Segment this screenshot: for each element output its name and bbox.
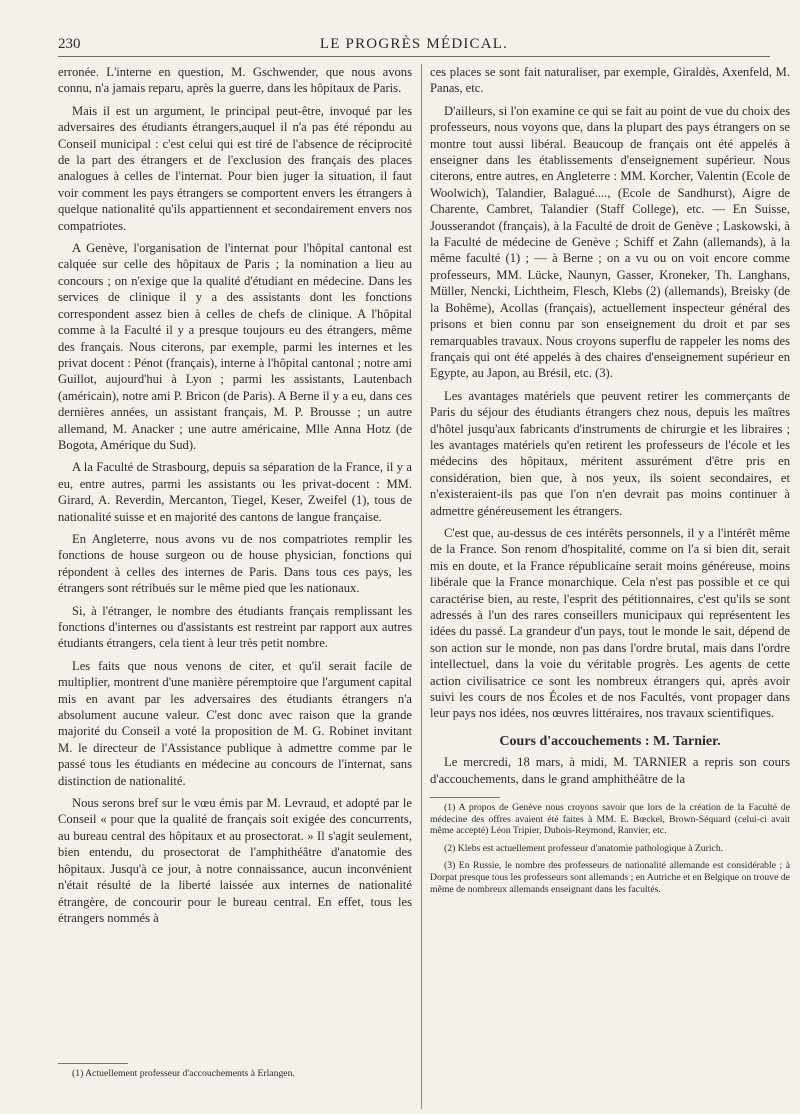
footnotes	[58, 1053, 412, 1086]
footnote-rule	[430, 797, 500, 798]
paragraph: Nous serons bref sur le vœu émis par M. Levraud, et adopté par le Conseil « pour que la qualité de français soit exigée des concurrents, au bureau central des hôpitaux et au prosectorat. » Il s'agit seulement, bien entendu, du prosectorat de l'amphithéâtre d'anatomie des hôpitaux. Jusqu'à ce jour, à notre connaissance, aucun inconvénient n'était résulté de la liberté laissée aux internes de nationalité étrangère, de concourir pour le bureau central. En effet, tous les étrangers nommés à	[58, 796, 412, 925]
paragraph: Si, à l'étranger, le nombre des étudiants français remplissant les fonctions d'internes ou d'assistants est restreint par rapport aux autres étudiants étrangers, cela tient à leur très petit nombre.	[58, 603, 412, 651]
footnote: (1) A propos de Genève nous croyons savoir que lors de la création de la Faculté de médecine des offres avaient été faites à MM. E. Bœckel, Brown-Séquard (celui-ci avait même accepté) Léon Tripier, Dubois-Reymond, Ranvier, etc.	[430, 802, 790, 837]
right-column	[430, 64, 790, 1094]
column-divider	[421, 64, 422, 1109]
footnote: (3) En Russie, le nombre des professeurs de nationalité allemande est considérable ; à Dorpat presque tous les professeurs sont allemands ; en Autriche et en Belgique on trouve de même de nombreux allemands enseignant dans les facultés.	[430, 860, 790, 895]
paragraph: Les faits que nous venons de citer, et qu'il serait facile de multiplier, montrent d'une manière péremptoire que l'argument capital mis en avant par les adversaires des étudiants étrangers n'a absolument aucune valeur. C'est donc avec raison que la grande majorité du Conseil a voté la proposition de M. G. Robinet invitant M. le directeur de l'Assistance publique à admettre comme par le passé tous les étudiants en médecine au concours de l'internat, sans distinction de nationalité.	[58, 658, 412, 788]
paragraph: erronée. L'interne en question, M. Gschwender, que nous avons connu, n'a jamais reparu, après la guerre, dans les hôpitaux de Paris.	[58, 65, 412, 96]
page-number: 230	[58, 36, 81, 52]
paragraph: Le mercredi, 18 mars, à midi, M. TARNIER a repris son cours d'accouchements, dans le grand amphithéâtre de la	[430, 755, 790, 786]
paragraph: A la Faculté de Strasbourg, depuis sa séparation de la France, il y a eu, entre autres, parmi les assistants ou les privat-docent : MM. Girard, A. Reverdin, Mercanton, Tiegel, Keser, Zweifel (1), tous de nationalité suisse et en majorité des cantons de langue française.	[58, 460, 412, 524]
paragraph: C'est que, au-dessus de ces intérêts personnels, il y a l'intérêt même de la France. Son renom d'hospitalité, comme on l'a si bien dit, serait mis en doute, et la France républicaine serait moins généreuse, moins libérale que la France monarchique. Cela n'est pas possible et ce qui caractérise bien, au reste, l'esprit des pétitionnaires, c'est qu'ils se sont adressés à l'un des rares conseillers municipaux qui représentent les idées du passé. La grandeur d'un pays, tout le monde le sait, dépend de son action sur le monde, non pas dans l'ordre brutal, mais dans l'ordre intellectuel, dans la voie du véritable progrès. Les agents de cette action civilisatrice ce sont les nombreux étrangers qui, après avoir suivi les cours de nos Écoles et de nos Facultés, vont propager dans leur pays nos idées, nos œuvres littéraires, nos travaux scientifiques.	[430, 525, 790, 721]
left-column	[58, 64, 412, 1094]
footnote: (1) Actuellement professeur d'accouchements à Erlangen.	[72, 1068, 295, 1080]
footnote: (2) Klebs est actuellement professeur d'anatomie pathologique à Zurich.	[444, 842, 724, 854]
paragraph: D'ailleurs, si l'on examine ce qui se fait au point de vue du choix des professeurs, nous voyons que, dans la plupart des pays étrangers on se montre tout aussi libéral. Beaucoup de français ont été appelés à enseigner dans les établissements d'enseignement supérieur. Nous citerons, entre autres, en Angleterre : MM. Korcher, Valentin (Ecole de Woolwich), Talandier, Balagué...., (Ecole de Sandhurst), Aigre de Charente, Cambret, Talandier (Staff College), etc. — En Suisse, Jousserandot (français), à la Faculté de droit de Genève ; Laskowski, à la Faculté de médecine de Genève ; Schiff et Zahn (allemands), à la même faculté (1) ; — à Berne ; on a vu ou on voit encore comme professeurs, MM. Lücke, Naunyn, Gasser, Kroneker, Th. Langhans, Müller, Nencki, Lichtheim, Flesch, Klebs (2) (allemands), Breisky (de la Bohême), Acollas (français), actuellement inspecteur général des prisons et bien connu par son enseignement du droit et par ses remarquables travaux. Nous croyons superflu de rappeler les noms des français qui ont été appelés à des chaires d'enseignement supérieur en Egypte, au Japon, au Brésil, etc. (3).	[430, 103, 790, 381]
paragraph: En Angleterre, nous avons vu de nos compatriotes remplir les fonctions de house surgeon ou de house physician, fonctions qui répondent à celles des internes de Paris. Dans tous ces pays, les étrangers sont rétribués sur le même pied que les nationaux.	[58, 531, 412, 596]
paragraph: Les avantages matériels que peuvent retirer les commerçants de Paris du séjour des étudiants étrangers chez nous, depuis les maîtres d'hôtel jusqu'aux fabricants d'instruments de chirurgie et les libraires ; les avantages matériels qu'en retirent les professeurs de l'école et les médecins des hôpitaux, méritent assurément d'être pris en considération, bien que, à nos yeux, ils soient secondaires, et n'existeraient-ils pas que l'on n'en devrait pas moins continuer à admettre généreusement les étrangers.	[430, 388, 790, 518]
running-head: LE PROGRÈS MÉDICAL.	[319, 36, 509, 52]
page-header	[58, 34, 770, 57]
paragraph: ces places se sont fait naturaliser, par exemple, Giraldès, Axenfeld, M. Panas, etc.	[430, 65, 790, 96]
footnote-rule	[58, 1063, 128, 1064]
paragraph: A Genève, l'organisation de l'internat pour l'hôpital cantonal est calquée sur celle des hôpitaux de Paris ; la nomination a lieu au concours ; on n'exige que la qualité d'étudiant en médecine. Dans les services de clinique il y a des assistants dont les fonctions correspondent assez bien à celles de chefs de clinique. A l'hôpital comme à la Faculté il y a presque toujours eu des étrangers, même des français. Nous citerons, par exemple, parmi les internes et les privat docent : Pénot (français), interne à l'hôpital cantonal ; notre ami Guillot, aujourd'hui à Lyon ; parmi les assistants, Lautenbach (américain), notre ami P. Bricon (de Paris). A Berne il y a eu, dans ces dernières années, un assistant français, M. P. Brousse ; un autre allemand, M. Anacker ; une autre américaine, Mlle Anna Hotz (de Bogota, Amérique du Sud).	[58, 241, 412, 452]
paragraph: Mais il est un argument, le principal peut-être, invoqué par les adversaires des étudiants étrangers,auquel il n'a pas été répondu au Conseil municipal : c'est celui qui est tiré de l'absence de réciprocité de la part des étrangers et de l'exclusion des français des places analogues à celles de l'internat. Pour bien juger la situation, il faut voir comment les pays étrangers se comportent envers les étrangers à quelque nationalité qu'ils appartiennent et secondairement envers nos compatriotes.	[58, 103, 412, 233]
section-title: Cours d'accouchements : M. Tarnier.	[499, 733, 721, 749]
